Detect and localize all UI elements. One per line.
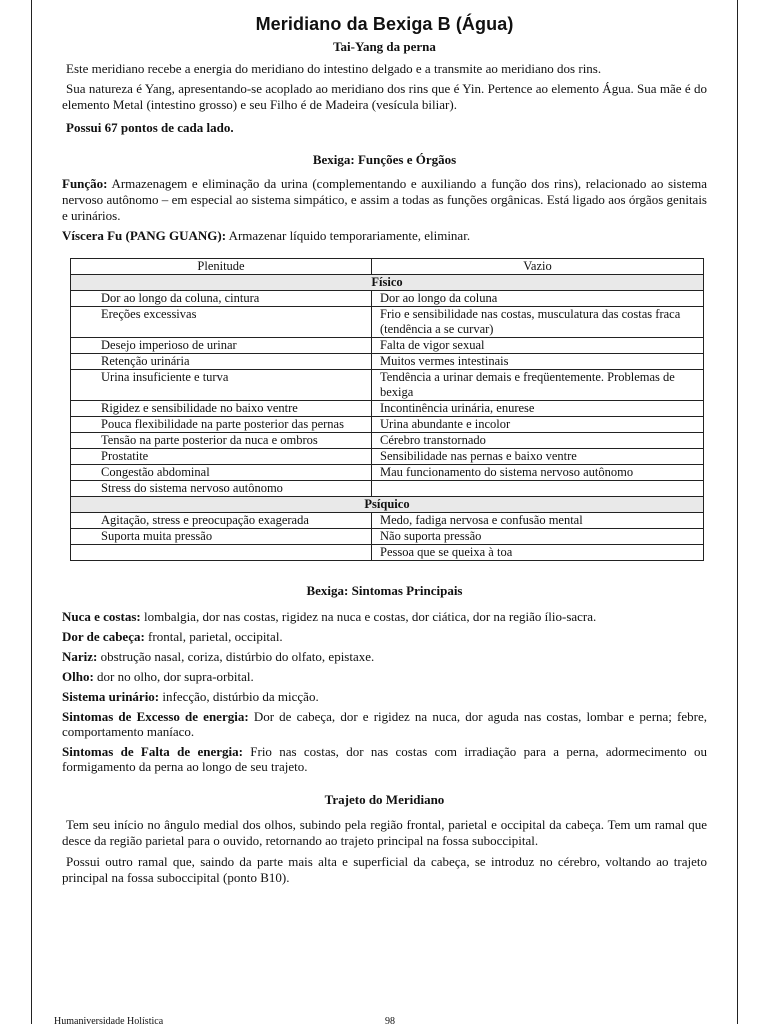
viscera-paragraph (62, 228, 707, 244)
symptom-text: obstrução nasal, coriza, distúrbio do olfato, epistaxe. (100, 649, 375, 664)
symptoms-table (70, 258, 704, 561)
table-header-row (71, 259, 704, 275)
symptom-label: Sintomas de Excesso de energia: (62, 709, 249, 724)
intro-paragraph-2: Sua natureza é Yang, apresentando-se acoplado ao meridiano dos rins que é Yin. Pertence ao elemento Água. Sua mãe é do elemento Metal (intestino grosso) e seu Filho é de Madeira (vesícula biliar). (62, 81, 707, 112)
table-row (71, 417, 704, 433)
table-row (71, 545, 704, 561)
vazio-cell: Falta de vigor sexual (372, 338, 704, 354)
column-header-plenitude: Plenitude (71, 259, 372, 275)
symptom-text: infecção, distúrbio da micção. (162, 689, 319, 704)
plenitude-cell: Urina insuficiente e turva (71, 370, 372, 401)
trajeto-paragraph-2: Possui outro ramal que, saindo da parte mais alta e superficial da cabeça, se introduz no cérebro, voltando ao trajeto principal na fossa suboccipital (ponto B10). (62, 854, 707, 885)
plenitude-cell: Tensão na parte posterior da nuca e ombros (71, 433, 372, 449)
symptom-item (62, 609, 707, 624)
table-row (71, 529, 704, 545)
symptom-text: lombalgia, dor nas costas, rigidez na nuca e costas, dor ciática, dor na região ílio-sacra. (143, 609, 597, 624)
function-paragraph (62, 176, 707, 224)
viscera-text: Armazenar líquido temporariamente, eliminar. (228, 228, 471, 243)
plenitude-cell: Stress do sistema nervoso autônomo (71, 481, 372, 497)
symptom-label: Dor de cabeça: (62, 629, 145, 644)
plenitude-cell (71, 545, 372, 561)
table-row (71, 338, 704, 354)
vazio-cell: Dor ao longo da coluna (372, 291, 704, 307)
plenitude-cell: Agitação, stress e preocupação exagerada (71, 513, 372, 529)
functions-heading: Bexiga: Funções e Órgãos (312, 152, 457, 167)
table-row (71, 354, 704, 370)
vazio-cell: Frio e sensibilidade nas costas, musculatura das costas fraca (tendência a se curvar) (372, 307, 704, 338)
page-title: Meridiano da Bexiga B (Água) (255, 14, 514, 34)
symptom-label: Nariz: (62, 649, 98, 664)
column-header-vazio: Vazio (372, 259, 704, 275)
symptom-label: Olho: (62, 669, 94, 684)
category-row-psiquico (71, 497, 704, 513)
vazio-cell: Tendência a urinar demais e freqüentemente. Problemas de bexiga (372, 370, 704, 401)
symptom-text: Dor de cabeça, dor e rigidez na nuca, dor aguda nas costas, lombar e perna; febre, comportamento maníaco. (62, 709, 707, 739)
table-row (71, 370, 704, 401)
symptom-item (62, 744, 707, 774)
vazio-cell: Não suporta pressão (372, 529, 704, 545)
vazio-cell: Urina abundante e incolor (372, 417, 704, 433)
category-row-fisico (71, 275, 704, 291)
category-psiquico: Psíquico (71, 497, 704, 513)
symptom-label: Sistema urinário: (62, 689, 160, 704)
viscera-label: Víscera Fu (PANG GUANG): (62, 228, 227, 243)
plenitude-cell: Rigidez e sensibilidade no baixo ventre (71, 401, 372, 417)
plenitude-cell: Pouca flexibilidade na parte posterior das pernas (71, 417, 372, 433)
symptom-label: Sintomas de Falta de energia: (62, 744, 243, 759)
left-border-line (31, 0, 32, 1024)
plenitude-cell: Desejo imperioso de urinar (71, 338, 372, 354)
page-number: 98 (385, 1016, 395, 1027)
trajeto-paragraph-1: Tem seu início no ângulo medial dos olhos, subindo pela região frontal, parietal e occipital da cabeça. Tem um ramal que desce da região parietal para o ouvido, retornando ao trajeto principal na fossa suboccipital. (62, 817, 707, 848)
table-row (71, 401, 704, 417)
table-row (71, 291, 704, 307)
page-content (62, 14, 707, 886)
vazio-cell: Incontinência urinária, enurese (372, 401, 704, 417)
vazio-cell: Medo, fadiga nervosa e confusão mental (372, 513, 704, 529)
symptoms-list (62, 609, 707, 774)
vazio-cell: Cérebro transtornado (372, 433, 704, 449)
footer-institution: Humaniversidade Holística (54, 1016, 164, 1027)
symptom-item (62, 629, 707, 644)
vazio-cell: Mau funcionamento do sistema nervoso autônomo (372, 465, 704, 481)
table-row (71, 307, 704, 338)
plenitude-cell: Prostatite (71, 449, 372, 465)
symptom-text: Frio nas costas, dor nas costas com irradiação para a perna, adormecimento ou formigamento da perna ao longo de seu trajeto. (62, 744, 707, 774)
symptom-text: frontal, parietal, occipital. (148, 629, 283, 644)
function-text: Armazenagem e eliminação da urina (complementando e auxiliando a função dos rins), relacionado ao sistema nervoso autônomo – em especial ao sistema simpático, e assim a todas as funções orgânicas. Está ligado aos órgãos genitais e urinários. (62, 176, 707, 223)
table-row (71, 513, 704, 529)
symptom-text: dor no olho, dor supra-orbital. (97, 669, 254, 684)
trajeto-heading: Trajeto do Meridiano (324, 792, 445, 807)
trajeto-section (62, 817, 707, 886)
table-row (71, 433, 704, 449)
category-fisico: Físico (71, 275, 704, 291)
plenitude-cell: Retenção urinária (71, 354, 372, 370)
vazio-cell: Sensibilidade nas pernas e baixo ventre (372, 449, 704, 465)
plenitude-cell: Dor ao longo da coluna, cintura (71, 291, 372, 307)
vazio-cell: Muitos vermes intestinais (372, 354, 704, 370)
symptoms-heading: Bexiga: Sintomas Principais (306, 583, 463, 598)
intro-paragraph-1: Este meridiano recebe a energia do meridiano do intestino delgado e a transmite ao meridiano dos rins. (66, 61, 602, 76)
plenitude-cell: Ereções excessivas (71, 307, 372, 338)
vazio-cell (372, 481, 704, 497)
plenitude-cell: Suporta muita pressão (71, 529, 372, 545)
table-row (71, 465, 704, 481)
symptom-item (62, 689, 707, 704)
right-border-line (737, 0, 738, 1024)
vazio-cell: Pessoa que se queixa à toa (372, 545, 704, 561)
symptom-label: Nuca e costas: (62, 609, 141, 624)
symptom-item (62, 709, 707, 739)
table-row (71, 449, 704, 465)
page-subtitle: Tai-Yang da perna (333, 39, 436, 54)
intro-paragraph-3: Possui 67 pontos de cada lado. (66, 120, 234, 135)
function-label: Função: (62, 176, 108, 191)
plenitude-cell: Congestão abdominal (71, 465, 372, 481)
symptom-item (62, 649, 707, 664)
table-row (71, 481, 704, 497)
symptom-item (62, 669, 707, 684)
